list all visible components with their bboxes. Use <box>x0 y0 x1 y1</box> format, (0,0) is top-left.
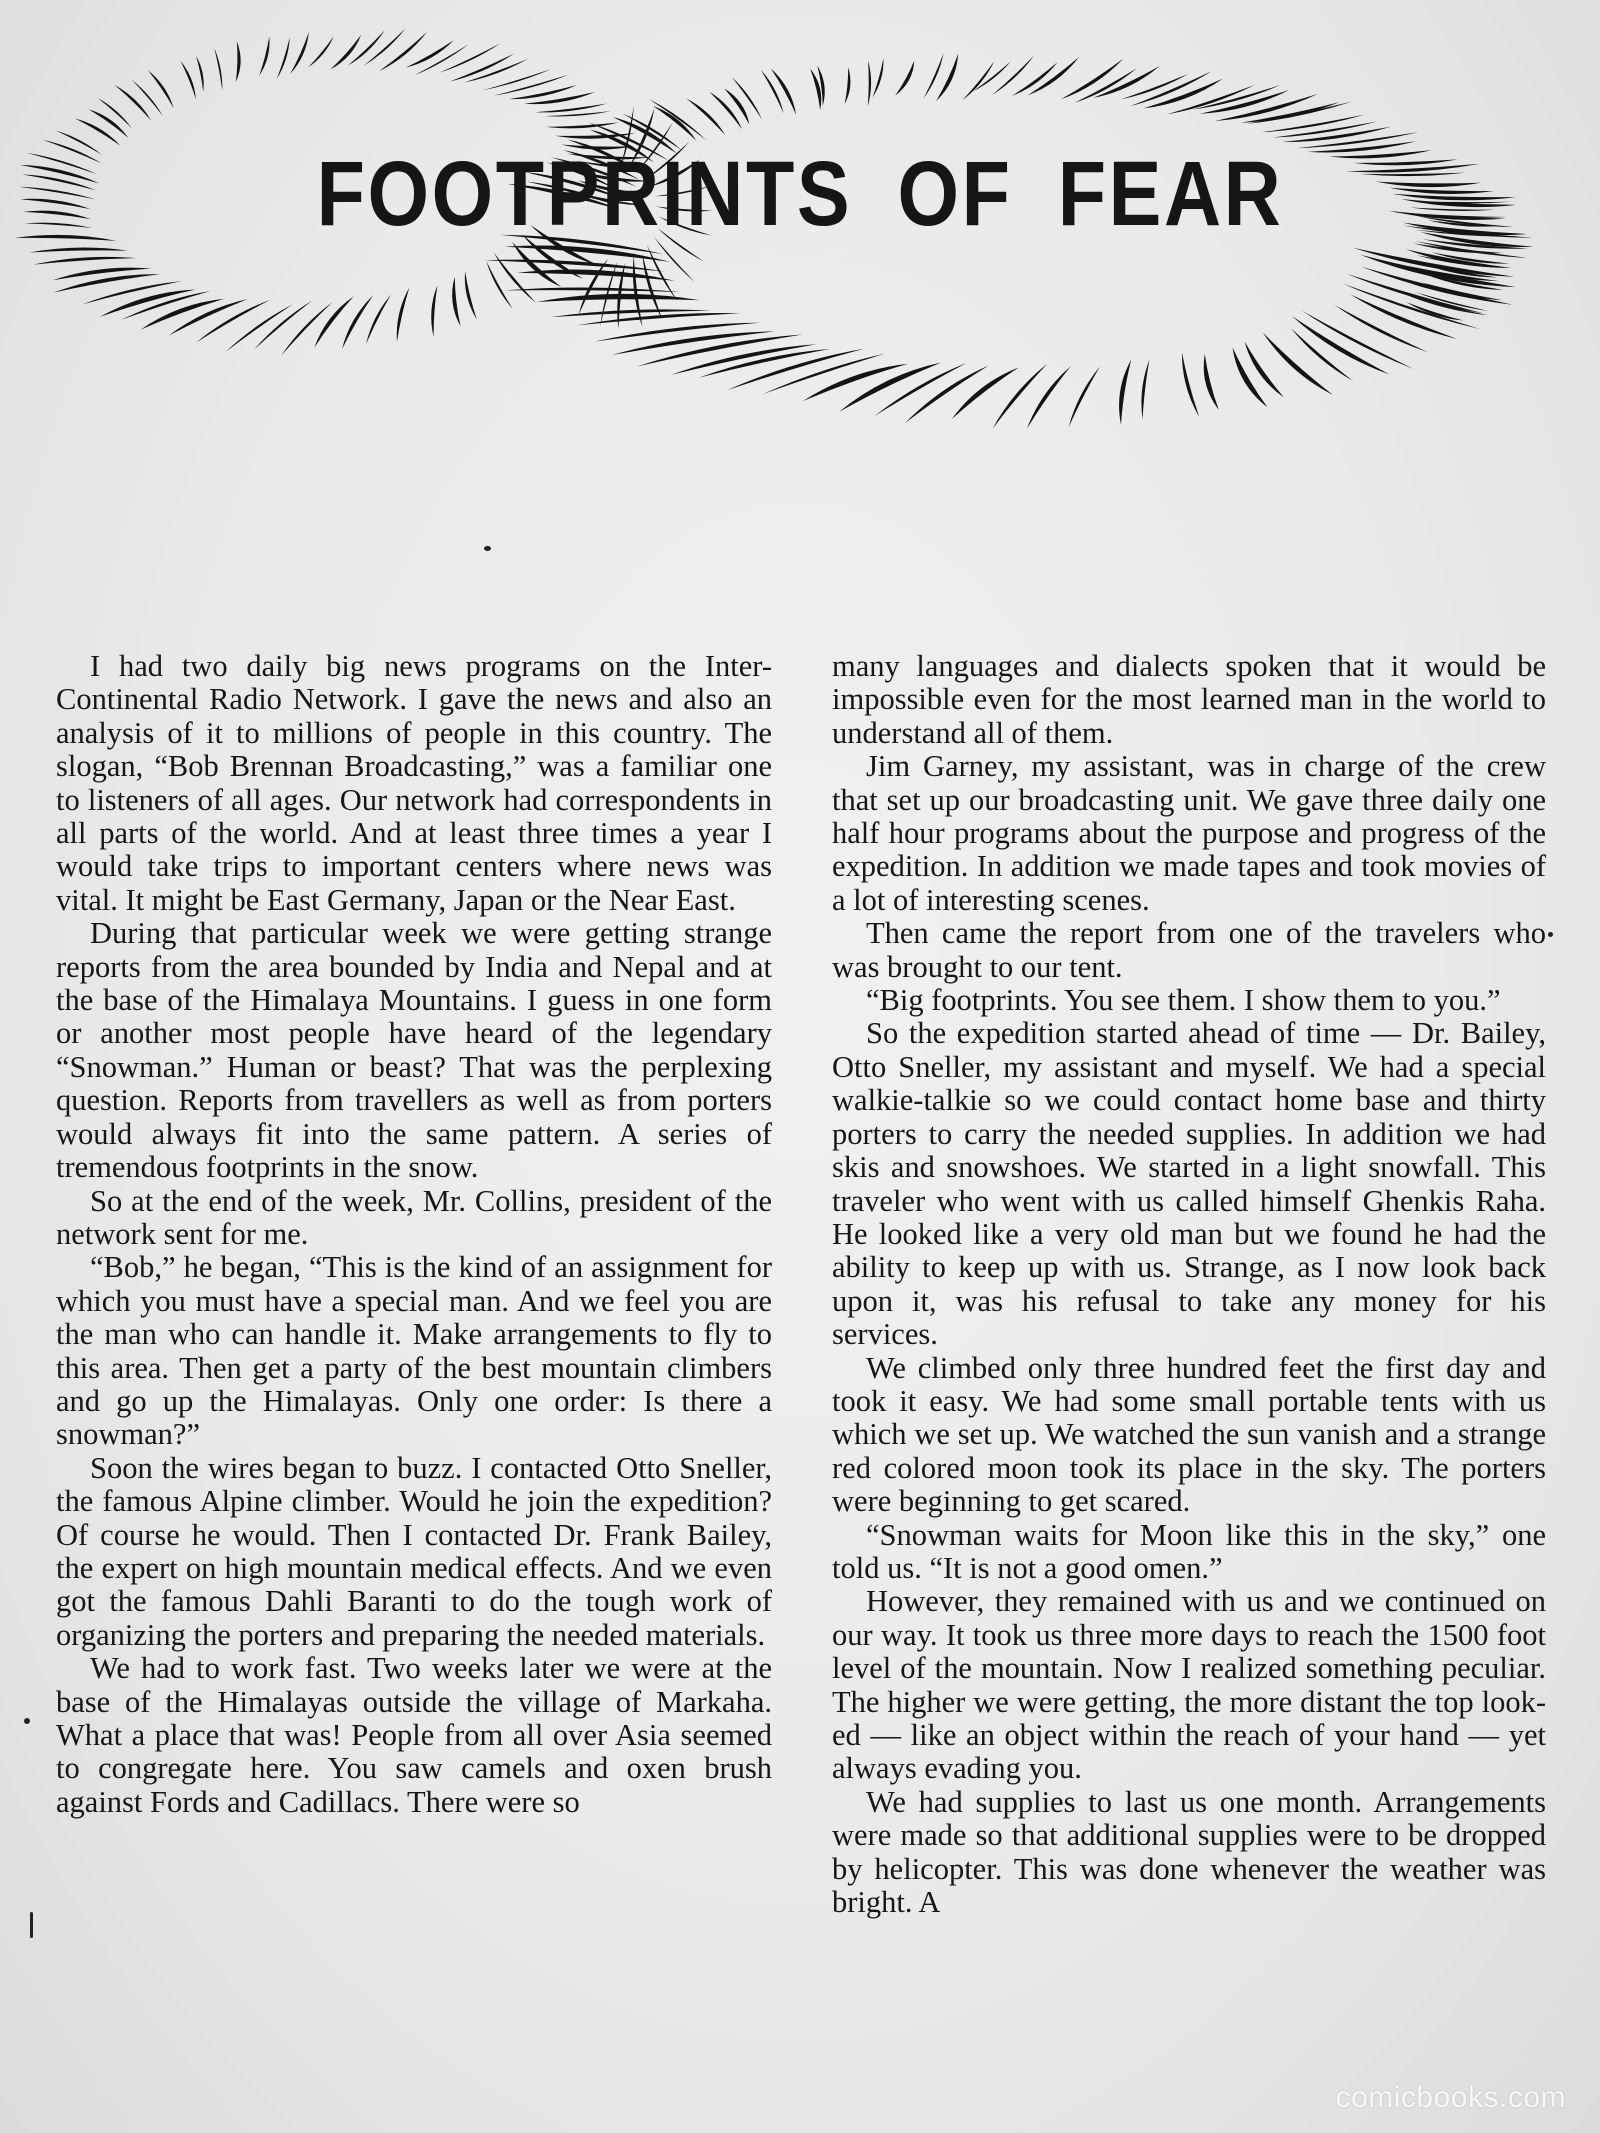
hatch-stroke <box>406 40 454 67</box>
hatch-stroke <box>439 43 500 72</box>
hatch-stroke <box>214 48 222 91</box>
hatch-stroke <box>992 56 1034 95</box>
hatch-stroke <box>43 140 102 164</box>
hatch-stroke <box>1204 354 1219 410</box>
print-speck <box>484 546 491 551</box>
hatch-stroke <box>431 285 437 337</box>
hatch-stroke <box>973 61 1011 91</box>
hatch-stroke <box>397 287 410 342</box>
hatch-stroke <box>1069 366 1100 427</box>
paragraph: “Big footprints. You see them. I show them to you.” <box>866 983 1501 1018</box>
hatch-stroke <box>254 301 312 350</box>
paragraph: Jim Garney, my assistant, was in charge of the crew that set up our broadcasting unit. We gave three daily one half hour programs about the purpose and progress of the expedition. In addition we made tapes and took movies of a lot of interesting scenes. <box>832 749 1546 917</box>
hatch-stroke <box>89 109 129 137</box>
paragraph: However, they remained with us and we continued on our way. It took us three more days to reach the 1500 foot level of the mountain. Now I realized something peculiar. The higher we were getting, the more distant the top looked — like an object within the reach of your hand — yet always evading you. <box>832 1584 1546 1786</box>
print-speck <box>30 1912 33 1938</box>
hatch-stroke <box>1334 305 1428 352</box>
paragraph: We had to work fast. Two weeks later we were at the base of the Himalayas outside the village of Markaha. What a place that was! People from all over Asia seemed to congregate here. You saw camels and oxen brush against Fords and Cadillacs. There were so <box>56 1651 772 1819</box>
hatch-stroke <box>546 122 619 128</box>
paragraph: During that particular week we were getting strange reports from the area bounded by India and Nepal and at the base of the Himalaya Mountains. I guess in one form or another most people have heard of the legendary “Snowman.” Human or beast? That was the perplexing question. Reports from travellers as well as from porters would always fit into the same pattern. A series of tremendous footprints in the snow. <box>56 916 772 1185</box>
hatch-stroke <box>1119 359 1131 424</box>
hatch-stroke <box>236 41 241 82</box>
hatch-stroke <box>486 261 513 309</box>
hatch-stroke <box>259 36 269 75</box>
hatch-stroke <box>845 67 851 104</box>
hatch-stroke <box>509 85 577 99</box>
hatch-stroke <box>56 130 102 154</box>
print-speck <box>1548 932 1553 937</box>
hatch-stroke <box>633 256 643 328</box>
hatch-stroke <box>180 61 195 99</box>
paragraph: Then came the report from one of the travelers who was brought to our tent. <box>832 916 1546 984</box>
hatch-stroke <box>594 323 760 342</box>
hatch-stroke <box>709 92 742 130</box>
print-speck <box>24 1718 30 1724</box>
hatch-stroke <box>895 61 914 96</box>
paragraph: So the expedition started ahead of time — Dr. Bailey, Otto Sneller, my assistant and myself. We had a special walkie-talkie so we could contact home base and thirty porters to carry the needed supplies. In addition we had skis and snowshoes. We started in a light snowfall. This traveler who went with us called himself Ghenkis Raha. He looked like a very old man but we found he had the ability to keep up with us. Strange, as I now look back upon it, was his refusal to take any money for his services. <box>832 1016 1546 1352</box>
paragraph: “Bob,” he began, “This is the kind of an assignment for which you must have a special man. And we feel you are the man who can handle it. Make arrangements to fly to this area. Then get a party of the best mountain climbers and go up the Himalayas. Only one order: Is there a snowman?” <box>56 1250 772 1452</box>
hatch-stroke <box>314 296 353 347</box>
hatch-stroke <box>196 300 270 343</box>
hatch-stroke <box>20 199 90 209</box>
hatch-stroke <box>1027 366 1071 429</box>
footprint-illustration <box>0 0 1600 600</box>
hatch-stroke <box>29 248 128 253</box>
hatch-stroke <box>15 235 117 241</box>
hatch-stroke <box>936 54 958 101</box>
hatch-stroke <box>952 367 1019 419</box>
hatch-stroke <box>686 98 725 135</box>
hatch-stroke <box>366 295 391 344</box>
hatch-stroke <box>993 364 1048 429</box>
hatch-stroke <box>670 344 816 375</box>
watermark: comicbooks.com <box>1335 2081 1566 2114</box>
hatch-stroke <box>761 70 784 114</box>
hatch-stroke <box>1182 352 1199 416</box>
hatch-stroke <box>1141 360 1149 420</box>
hatch-stroke <box>465 271 477 319</box>
hatch-stroke <box>1143 79 1223 109</box>
hatch-stroke <box>82 281 181 304</box>
hatch-stroke <box>132 80 163 116</box>
page-title: FOOTPRINTS OF FEAR <box>316 143 1284 245</box>
hatch-stroke <box>379 32 427 71</box>
hatch-stroke <box>505 288 681 293</box>
hatch-stroke <box>1406 302 1463 320</box>
hatch-stroke <box>277 37 290 78</box>
paragraph: many languages and dialects spoken that it would be impossible even for the most learned man in the world to understand all of them. <box>832 649 1546 750</box>
paragraph: So at the end of the week, Mr. Collins, president of the network sent for me. <box>56 1183 772 1251</box>
paragraph: We climbed only three hundred feet the first day and took it easy. We had some small portable tents with us which we set up. We watched the sun vanish and a strange red colored moon took its place in the sky. The porters were beginning to get scared. <box>832 1350 1546 1519</box>
hatch-stroke <box>482 69 551 91</box>
paragraph: We had supplies to last us one month. Arrangements were made so that additional supplies were to be dropped by helicopter. This was done whenever the weather was bright. A <box>832 1784 1546 1920</box>
hatch-stroke <box>24 223 93 228</box>
hatch-stroke <box>1028 57 1080 96</box>
hatch-stroke <box>19 187 96 200</box>
hatch-stroke <box>873 58 884 97</box>
hatch-stroke <box>330 35 361 70</box>
hatch-stroke <box>196 56 204 92</box>
article-column-right <box>832 650 1546 1919</box>
hatch-stroke <box>34 257 136 265</box>
hatch-stroke <box>148 70 174 108</box>
hatch-stroke <box>535 103 607 112</box>
hatch-stroke <box>452 277 460 327</box>
hatch-stroke <box>653 106 696 141</box>
hatch-stroke <box>308 36 333 67</box>
paragraph: Soon the wires began to buzz. I contacted Otto Sneller, the famous Alpine climber. Would he join the expedition? Of course he would. Then I contacted Dr. Frank Bailey, the expert on high mountain medical effects. And we even got the famous Dahli Baranti to do the tough work of organizing the porters and preparing the needed materials. <box>56 1450 772 1652</box>
hatch-stroke <box>23 211 90 220</box>
paragraph: “Snowman waits for Moon like this in the sky,” one told us. “It is not a good omen.” <box>832 1517 1546 1585</box>
hatch-stroke <box>290 32 309 74</box>
hatch-stroke <box>924 53 944 98</box>
hatch-stroke <box>53 268 151 281</box>
paragraph: I had two daily big news programs on the Inter-Continental Radio Network. I gave the news and also an analysis of it to millions of people in this country. The slogan, “Bob Brennan Broadcasting,” was a familiar one to listeners of all ages. Our network had correspondents in all parts of the world. And at least three times a year I would take trips to important centers where news was vital. It might be East Germany, Japan or the Near East. <box>56 649 772 917</box>
article-column-left <box>56 650 772 1819</box>
hatch-stroke <box>868 61 871 107</box>
hatch-stroke <box>524 92 595 104</box>
hatch-stroke <box>1093 66 1160 98</box>
